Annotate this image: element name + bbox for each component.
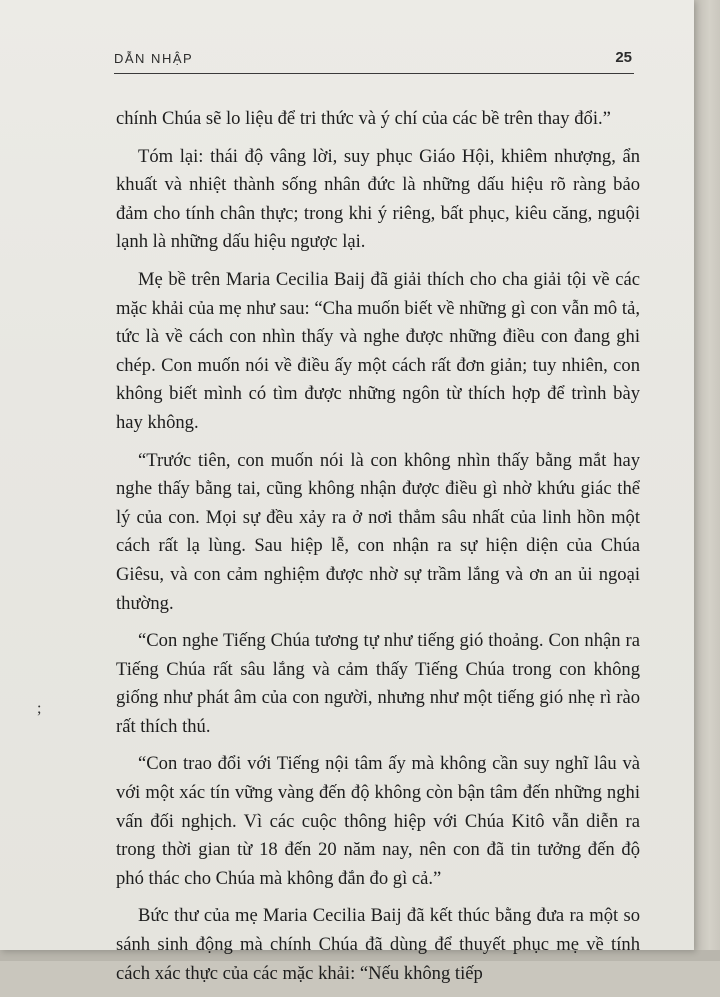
page-body [116,105,640,997]
paragraph: Bức thư của mẹ Maria Cecilia Baij đã kết thúc bằng đưa ra một so sánh sinh động mà chính Chúa đã dùng để thuyết phục mẹ về tính cách xác thực của các mặc khải: “Nếu không tiếp [116,905,640,984]
chapter-title: DẪN NHẬP [114,51,194,66]
margin-mark: ; [37,700,42,717]
page-number: 25 [615,49,632,66]
book-page-edge [694,0,720,961]
paragraph: “Con nghe Tiếng Chúa tương tự như tiếng gió thoảng. Con nhận ra Tiếng Chúa rất sâu lắng và cảm thấy Tiếng Chúa trong con không giống như phát âm của con người, nhưng như một tiếng gió nhẹ rì rào rất thích thú. [116,630,640,737]
paragraph: Tóm lại: thái độ vâng lời, suy phục Giáo Hội, khiêm nhượng, ẩn khuất và nhiệt thành sống nhân đức là những dấu hiệu rõ ràng bảo đảm cho tính chân thực; trong khi ý riêng, bất phục, kiêu căng, nguội lạnh là những dấu hiệu ngược lại. [116,145,640,253]
running-header [114,49,634,74]
paragraph: Mẹ bề trên Maria Cecilia Baij đã giải thích cho cha giải tội về các mặc khải của mẹ như sau: “Cha muốn biết về những gì con vẫn mô tả, tức là về cách con nhìn thấy và nghe được những điều con đang ghi chép. Con muốn nói về điều ấy một cách rất đơn giản; tuy nhiên, con không biết mình có tìm được những ngôn từ thích hợp để trình bày hay không. [116,268,640,433]
paragraph: “Con trao đổi với Tiếng nội tâm ấy mà không cần suy nghĩ lâu và với một xác tín vững vàng đến độ không còn bận tâm đến những nghi vấn đối nghịch. Vì các cuộc thông hiệp với Chúa Kitô vẫn diễn ra trong thời gian từ 18 đến 20 năm nay, nên con đã tin tưởng đến độ phó thác cho Chúa mà không đắn đo gì cả.” [116,753,640,889]
paragraph: “Trước tiên, con muốn nói là con không nhìn thấy bằng mắt hay nghe thấy bằng tai, cũng không nhận được điều gì nhờ khứu giác thể lý của con. Mọi sự đều xảy ra ở nơi thẳm sâu nhất của linh hồn một cách rất lạ lùng. Sau hiệp lễ, con nhận ra sự hiện diện của Chúa Giêsu, và con cảm nghiệm được nhờ sự trầm lắng và ơn an ủi ngoại thường. [116,449,640,614]
paragraph: chính Chúa sẽ lo liệu để tri thức và ý chí của các bề trên thay đổi.” [116,108,611,129]
